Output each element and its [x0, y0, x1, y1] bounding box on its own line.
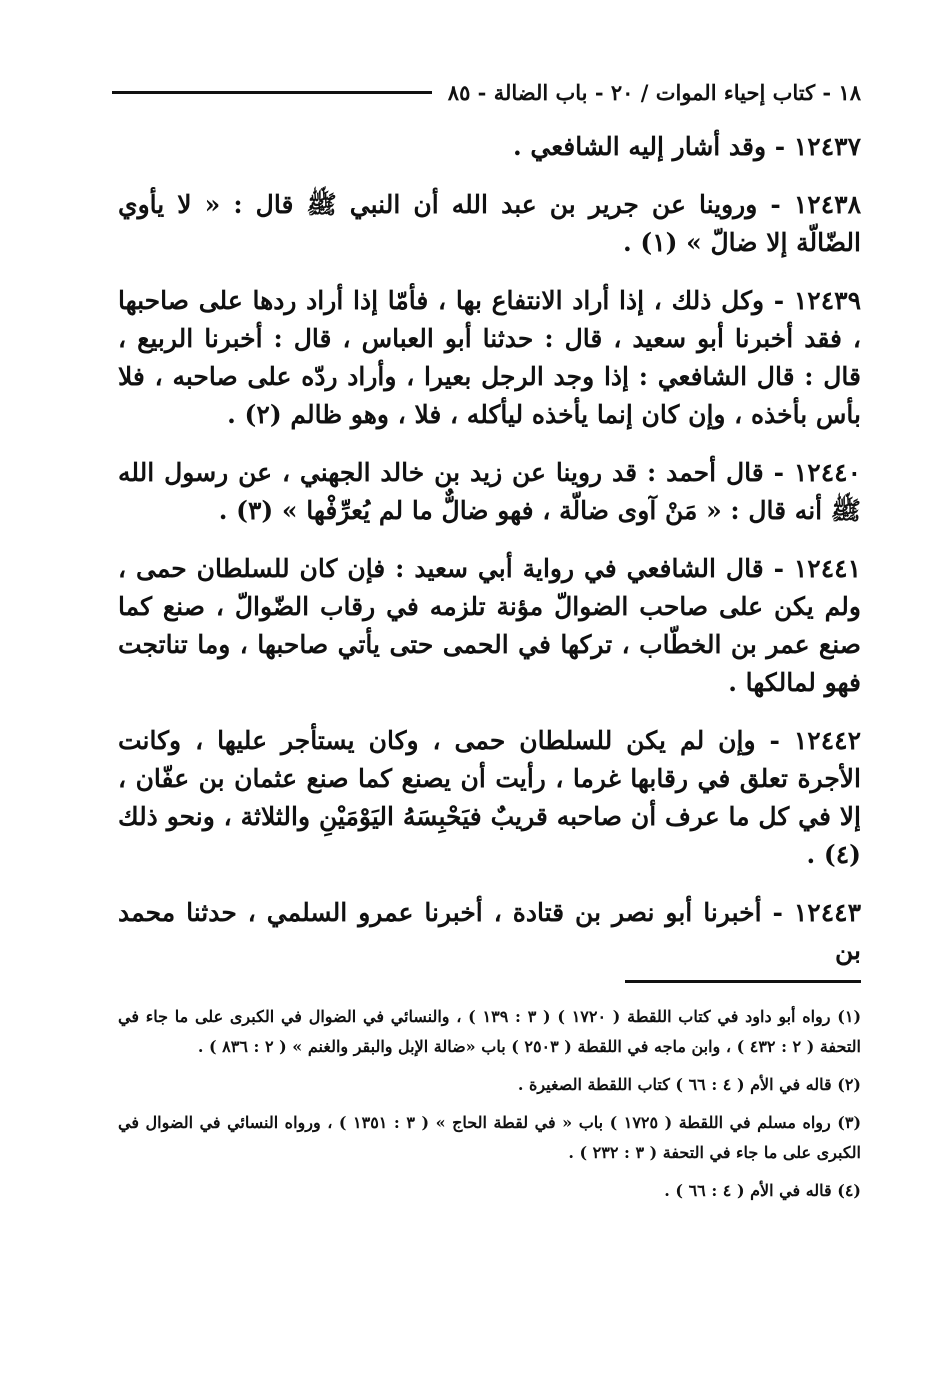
main-text: [118, 128, 861, 990]
paragraph-12443: ١٢٤٤٣ - أخبرنا أبو نصر بن قتادة ، أخبرنا عمرو السلمي ، حدثنا محمد بن: [118, 898, 861, 965]
paragraph-12437: ١٢٤٣٧ - وقد أشار إليه الشافعي .: [512, 132, 861, 161]
running-title: ١٨ - كتاب إحياء الموات / ٢٠ - باب الضالة - ٨٥: [447, 79, 861, 105]
paragraph-12442: ١٢٤٤٢ - وإن لم يكن للسلطان حمى ، وكان يستأجر عليها ، وكانت الأجرة تعلق في رقابها غرما ، رأيت أن يصنع كما صنع عثمان بن عفّان ، إلا في كل ما عرف أن صاحبه قريبٌ فيَحْبِسَهُ اليَوْمَيْنِ والثلاثة ، ونحو ذلك (٤) .: [118, 726, 861, 869]
footnote-3: (٣) رواه مسلم في اللقطة ( ١٧٢٥ ) باب « في لقطة الحاج » ( ٣ : ١٣٥١ ) ، ورواه النسائي في الضوال في الكبرى على ما جاء في التحفة ( ٣ : ٢٣٢ ) .: [118, 1113, 862, 1162]
header-rule: [112, 91, 432, 94]
paragraph-12441: ١٢٤٤١ - قال الشافعي في رواية أبي سعيد : فإن كان للسلطان حمى ، ولم يكن على صاحب الضوالّ مؤنة تلزمه في رقاب الضّوالّ ، صنع كما صنع عمر بن الخطّاب ، تركها في الحمى حتى يأتي صاحبها ، وما تناتجت فهو لمالكها .: [118, 554, 861, 697]
running-header: [112, 72, 861, 112]
footnote-1: (١) رواه أبو داود في كتاب اللقطة ( ١٧٢٠ ) ( ٣ : ١٣٩ ) ، والنسائي في الضوال في الكبرى على ما جاء في التحفة ( ٢ : ٤٣٢ ) ، وابن ماجه في اللقطة ( ٢٥٠٣ ) باب «ضالة الإبل والبقر والغنم » ( ٢ : ٨٣٦ ) .: [118, 1007, 862, 1056]
paragraph-12440: ١٢٤٤٠ - قال أحمد : قد روينا عن زيد بن خالد الجهني ، عن رسول الله ﷺ أنه قال : « مَنْ آوى ضالّة ، فهو ضالٌّ ما لم يُعرِّفْها » (٣) .: [118, 458, 861, 525]
paragraph-12438: ١٢٤٣٨ - وروينا عن جرير بن عبد الله أن النبي ﷺ قال : « لا يأوي الضّالّة إلا ضالّ » (١) .: [118, 190, 861, 257]
footnote-2: (٢) قاله في الأم ( ٤ : ٦٦ ) كتاب اللقطة الصغيرة .: [517, 1075, 861, 1094]
footnote-rule: [625, 980, 861, 983]
footnote-4: (٤) قاله في الأم ( ٤ : ٦٦ ) .: [664, 1181, 861, 1200]
paragraph-12439: ١٢٤٣٩ - وكل ذلك ، إذا أراد الانتفاع بها ، فأمّا إذا أراد ردها على صاحبها ، فقد أخبرنا أبو سعيد ، قال : حدثنا أبو العباس ، قال : أخبرنا الربيع ، قال : قال الشافعي : إذا وجد الرجل بعيرا ، وأراد ردّه على صاحبه ، فلا بأس بأخذه ، وإن كان إنما يأخذه ليأكله ، فلا ، وهو ظالم (٢) .: [118, 286, 861, 429]
footnotes: [118, 1002, 861, 1214]
